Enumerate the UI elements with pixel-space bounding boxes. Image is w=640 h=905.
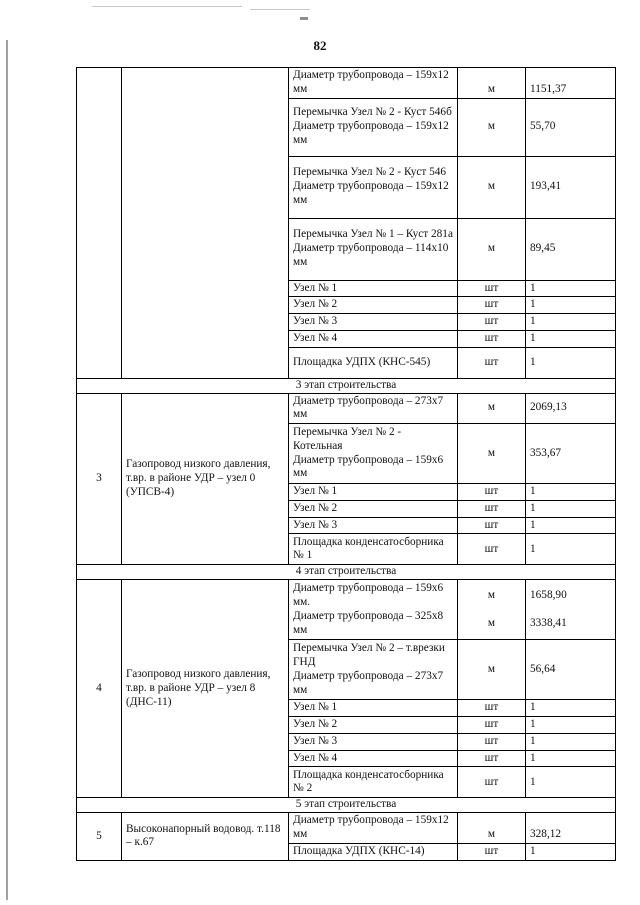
description-cell: Узел № 2 — [289, 500, 458, 517]
unit-cell: м — [458, 68, 526, 99]
unit-cell: шт — [458, 733, 526, 750]
unit-cell: шт — [458, 314, 526, 331]
description-line: Перемычка Узел № 1 – Куст 281а — [293, 228, 453, 241]
item-name-cell: Высоконапорный водовод. т.118 – к.67 — [122, 813, 289, 860]
description-cell — [289, 156, 458, 218]
unit-cell: шт — [458, 843, 526, 860]
table-row — [77, 813, 616, 844]
description-line: Диаметр трубопровода – 325x8 мм — [293, 609, 444, 636]
quantity-cell: 1 — [526, 767, 616, 798]
table-row — [77, 393, 616, 424]
item-number-cell — [77, 68, 122, 379]
quantity-cell: 1 — [526, 750, 616, 767]
description-cell: Узел № 3 — [289, 733, 458, 750]
description-cell — [289, 218, 458, 280]
item-number-cell: 4 — [77, 580, 122, 798]
quantity-cell: 1 — [526, 484, 616, 501]
unit-cell: шт — [458, 484, 526, 501]
unit-cell: м — [458, 424, 526, 484]
table-row — [77, 68, 616, 99]
scan-noise — [300, 17, 308, 20]
unit-cell: м — [458, 640, 526, 700]
description-cell — [289, 98, 458, 156]
description-cell: Узел № 4 — [289, 750, 458, 767]
quantity-cell: 1 — [526, 330, 616, 347]
quantity-cell: 1 — [526, 297, 616, 314]
quantity-cell: 1 — [526, 843, 616, 860]
scan-noise — [250, 9, 310, 10]
quantity-cell — [526, 580, 616, 640]
stage-header-row — [77, 798, 616, 813]
description-cell — [289, 424, 458, 484]
quantity-cell: 89,45 — [526, 218, 616, 280]
scan-edge — [6, 40, 8, 900]
unit-cell: м — [458, 813, 526, 844]
quantity-cell: 1 — [526, 280, 616, 297]
description-cell — [289, 640, 458, 700]
unit-cell: шт — [458, 717, 526, 734]
item-number-cell: 5 — [77, 813, 122, 860]
description-cell: Узел № 1 — [289, 700, 458, 717]
description-cell: Узел № 4 — [289, 330, 458, 347]
unit-cell: шт — [458, 500, 526, 517]
description-cell: Узел № 3 — [289, 517, 458, 534]
description-cell: Площадка конденсатосборника № 2 — [289, 767, 458, 798]
description-cell — [289, 580, 458, 640]
description-cell: Площадка конденсатосборника № 1 — [289, 534, 458, 565]
quantity-cell: 193,41 — [526, 156, 616, 218]
description-line: Диаметр трубопровода – 159x12 мм — [293, 180, 449, 206]
unit-line: м — [487, 589, 496, 602]
quantity-cell: 1151,37 — [526, 68, 616, 99]
description-cell: Узел № 3 — [289, 314, 458, 331]
unit-cell — [458, 580, 526, 640]
description-cell: Площадка УДПХ (КНС-545) — [289, 347, 458, 378]
description-cell: Диаметр трубопровода – 159x12 мм — [289, 68, 458, 99]
specification-table — [76, 67, 616, 861]
quantity-cell: 55,70 — [526, 98, 616, 156]
unit-cell: м — [458, 218, 526, 280]
unit-cell: шт — [458, 330, 526, 347]
item-number-cell: 3 — [77, 393, 122, 565]
quantity-cell: 1 — [526, 517, 616, 534]
stage-header-row — [77, 565, 616, 580]
description-cell: Узел № 2 — [289, 297, 458, 314]
description-line: Перемычка Узел № 2 - Котельная — [293, 426, 402, 452]
quantity-cell: 353,67 — [526, 424, 616, 484]
stage-header: 4 этап строительства — [77, 565, 616, 580]
unit-cell: шт — [458, 750, 526, 767]
quantity-cell: 1 — [526, 314, 616, 331]
description-cell: Узел № 2 — [289, 717, 458, 734]
stage-header: 5 этап строительства — [77, 798, 616, 813]
description-line: Перемычка Узел № 2 - Куст 546б — [293, 106, 452, 119]
unit-cell: шт — [458, 517, 526, 534]
unit-cell: м — [458, 98, 526, 156]
scan-noise — [92, 6, 242, 7]
description-cell: Площадка УДПХ (КНС-14) — [289, 843, 458, 860]
item-name-cell — [122, 68, 289, 379]
unit-cell: шт — [458, 347, 526, 378]
quantity-cell: 1 — [526, 347, 616, 378]
unit-cell: м — [458, 393, 526, 424]
quantity-cell: 328,12 — [526, 813, 616, 844]
description-line: Диаметр трубопровода – 114x10 мм — [293, 242, 449, 268]
unit-cell: шт — [458, 280, 526, 297]
description-line: Диаметр трубопровода – 159x6 мм — [293, 453, 444, 480]
unit-cell: шт — [458, 767, 526, 798]
quantity-line: 1658,90 — [530, 589, 567, 602]
quantity-cell: 1 — [526, 534, 616, 565]
description-line: Диаметр трубопровода – 159x12 мм — [293, 120, 449, 146]
quantity-line: 3338,41 — [530, 616, 567, 629]
quantity-cell: 1 — [526, 700, 616, 717]
table-row — [77, 580, 616, 640]
page-number: 82 — [313, 38, 327, 53]
quantity-cell: 1 — [526, 500, 616, 517]
quantity-cell: 1 — [526, 733, 616, 750]
quantity-cell: 2069,13 — [526, 393, 616, 424]
description-line: Перемычка Узел № 2 - Куст 546 — [293, 166, 447, 179]
unit-cell: шт — [458, 700, 526, 717]
unit-cell: шт — [458, 534, 526, 565]
description-line: Перемычка Узел № 2 – т.врезки ГНД — [293, 642, 445, 669]
description-cell: Узел № 1 — [289, 484, 458, 501]
stage-header: 3 этап строительства — [77, 378, 616, 393]
description-line: Диаметр трубопровода – 159x6 мм. — [293, 582, 444, 609]
item-name-cell: Газопровод низкого давления, т.вр. в районе УДР – узел 8 (ДНС-11) — [122, 580, 289, 798]
stage-header-row — [77, 378, 616, 393]
quantity-cell: 56,64 — [526, 640, 616, 700]
description-cell: Узел № 1 — [289, 280, 458, 297]
unit-line: м — [487, 616, 496, 629]
quantity-cell: 1 — [526, 717, 616, 734]
description-cell: Диаметр трубопровода – 273x7 мм — [289, 393, 458, 424]
description-cell: Диаметр трубопровода – 159x12 мм — [289, 813, 458, 844]
description-line: Диаметр трубопровода – 273x7 мм — [293, 669, 444, 696]
item-name-cell: Газопровод низкого давления, т.вр. в районе УДР – узел 0 (УПСВ-4) — [122, 393, 289, 565]
unit-cell: м — [458, 156, 526, 218]
unit-cell: шт — [458, 297, 526, 314]
